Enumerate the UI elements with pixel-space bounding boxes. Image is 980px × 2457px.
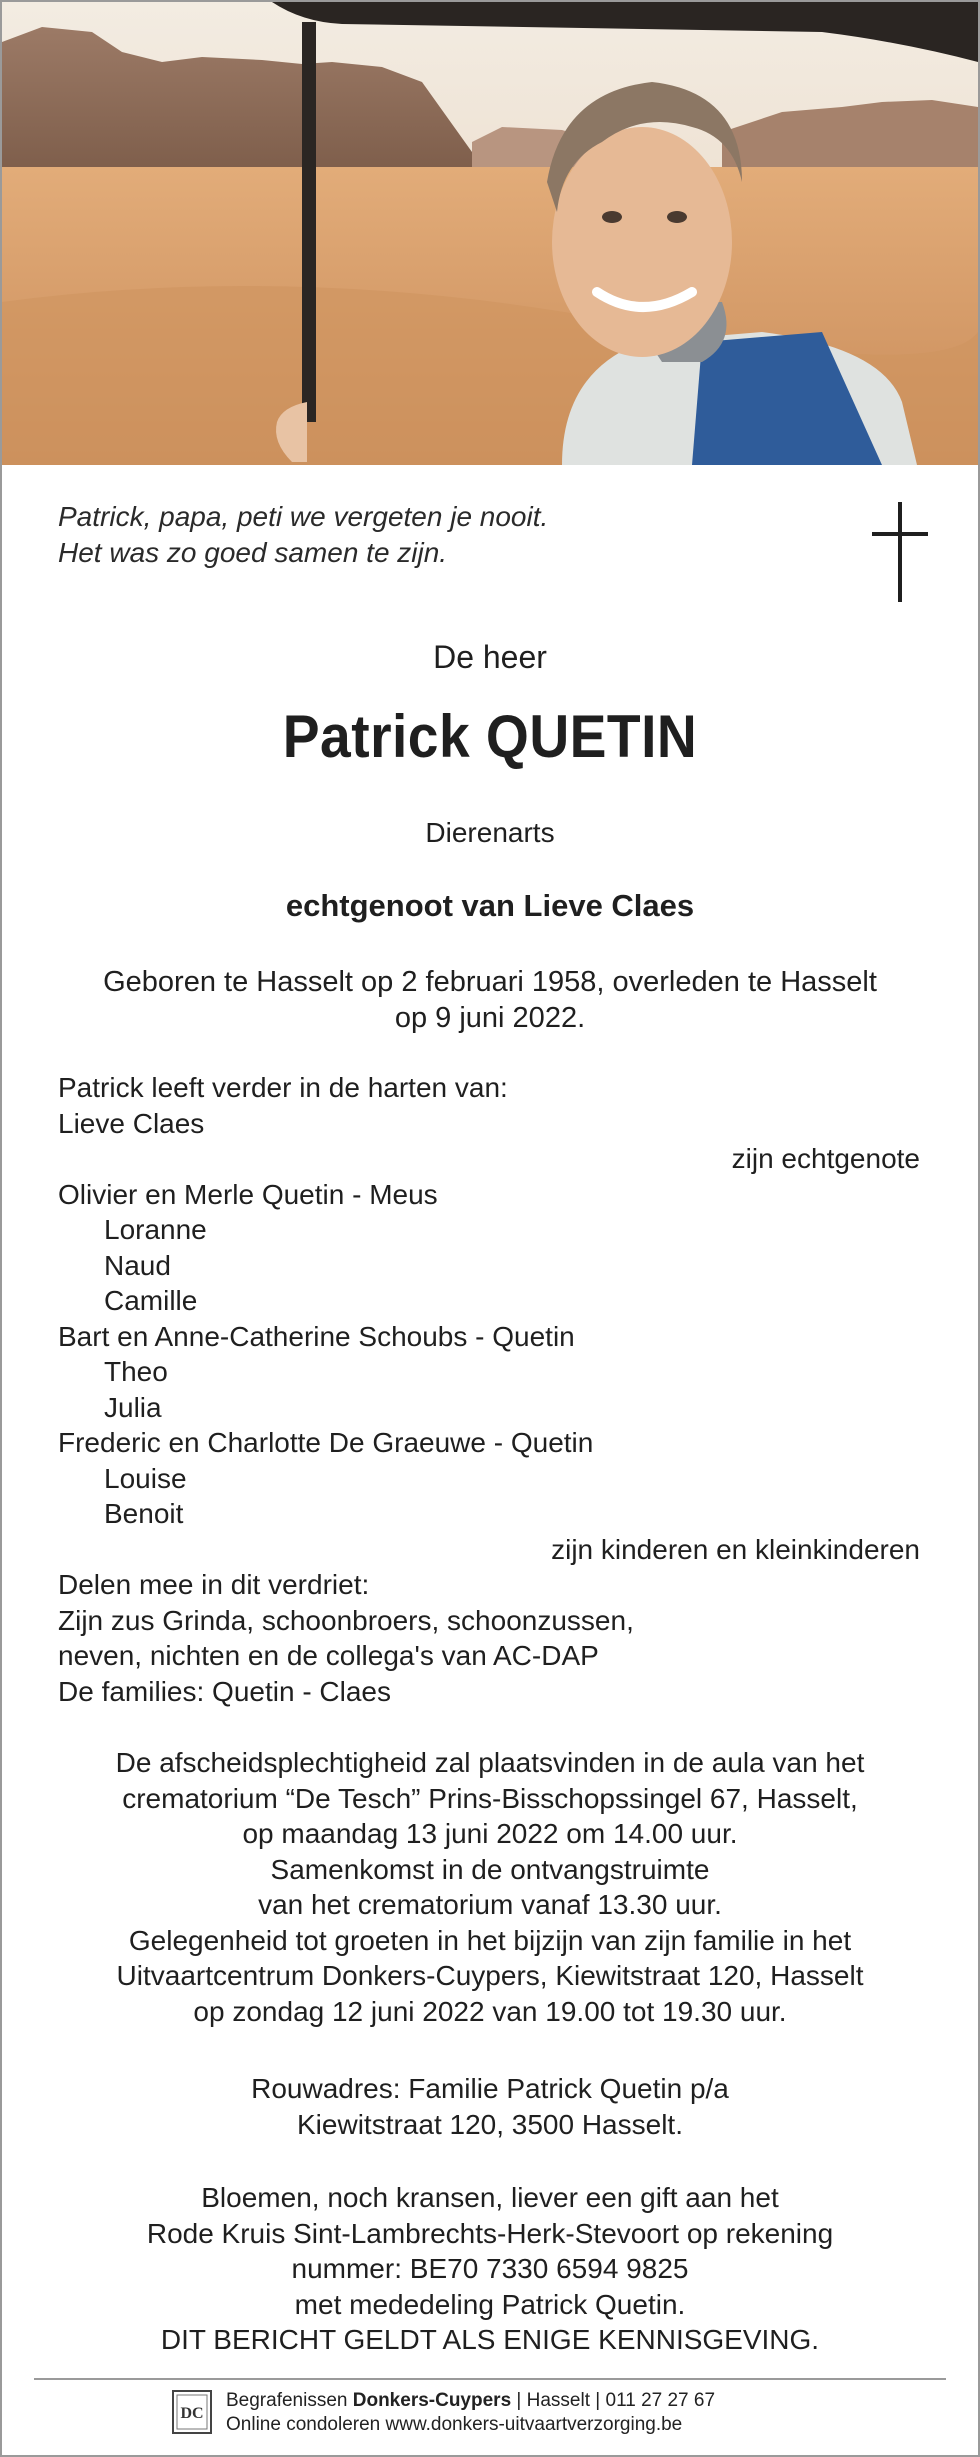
birth-death-info <box>2 964 978 1036</box>
deceased-name: Patrick QUETIN <box>282 703 698 770</box>
grandchild: Julia <box>104 1391 162 1423</box>
svg-text:DC: DC <box>180 2405 204 2422</box>
flowers-line: Bloemen, noch kransen, liever een gift aan het <box>201 2182 779 2213</box>
share-line: Zijn zus Grinda, schoonbroers, schoonzussen, <box>58 1604 634 1636</box>
service-line: Samenkomst in de ontvangstruimte <box>270 1853 710 1885</box>
address-line-1: Rouwadres: Familie Patrick Quetin p/a <box>251 2073 729 2104</box>
footer-divider <box>34 2378 946 2380</box>
child-couple: Olivier en Merle Quetin - Meus <box>58 1178 438 1210</box>
service-line: De afscheidsplechtigheid zal plaatsvinden in de aula van het <box>115 1747 865 1778</box>
service-line: Uitvaartcentrum Donkers-Cuypers, Kiewitstraat 120, Hasselt <box>116 1960 864 1991</box>
title-prefix: De heer <box>433 639 547 675</box>
service-line: op maandag 13 juni 2022 om 14.00 uur. <box>242 1818 738 1849</box>
mourning-address <box>2 2071 978 2142</box>
footer-sep: | <box>516 2390 522 2411</box>
footer-online-line: Online condoleren www.donkers-uitvaartverzorging.be <box>226 2414 683 2435</box>
child-couple: Frederic en Charlotte De Graeuwe - Quetin <box>58 1427 594 1458</box>
birth-line-1: Geboren te Hasselt op 2 februari 1958, overleden te Hasselt <box>103 966 877 998</box>
share-intro: Delen mee in dit verdriet: <box>58 1569 370 1600</box>
grandchild: Louise <box>104 1462 187 1494</box>
portrait-photo <box>2 2 978 465</box>
family-intro: Patrick leeft verder in de harten van: <box>58 1072 508 1103</box>
share-line: neven, nichten en de collega's van AC-DAP <box>58 1640 599 1671</box>
flowers-line: Rode Kruis Sint-Lambrechts-Herk-Stevoort op rekening <box>146 2217 834 2249</box>
footer-prefix: Begrafenissen <box>226 2390 348 2411</box>
service-line: Gelegenheid tot groeten in het bijzijn van zijn familie in het <box>128 1924 852 1956</box>
footer-city: Hasselt <box>526 2390 590 2411</box>
flowers-line: met mededeling Patrick Quetin. <box>294 2288 686 2320</box>
grandchild: Camille <box>104 1285 198 1316</box>
grandchild: Naud <box>104 1249 171 1281</box>
flowers-line: DIT BERICHT GELDT ALS ENIGE KENNISGEVING. <box>160 2324 820 2355</box>
child-couple: Bart en Anne-Catherine Schoubs - Quetin <box>58 1320 575 1352</box>
motto-line-1: Patrick, papa, peti we vergeten je nooit. <box>58 501 549 532</box>
spouse-role: zijn echtgenote <box>731 1143 920 1174</box>
footer-phone: 011 27 27 67 <box>605 2390 716 2411</box>
flowers-line: nummer: BE70 7330 6594 9825 <box>291 2253 689 2284</box>
service-info <box>2 1745 978 2029</box>
service-line: van het crematorium vanaf 13.30 uur. <box>258 1889 722 1920</box>
funeral-home-logo <box>172 2390 212 2434</box>
spouse-line: echtgenoot van Lieve Claes <box>285 888 695 923</box>
footer-company-line <box>226 2389 715 2413</box>
grandchild: Theo <box>104 1356 168 1387</box>
footer <box>172 2386 872 2440</box>
birth-line-2: op 9 juni 2022. <box>394 1002 586 1034</box>
motto-line-2: Het was zo goed samen te zijn. <box>58 537 448 568</box>
service-line: crematorium “De Tesch” Prins-Bisschopssingel 67, Hasselt, <box>122 1782 858 1814</box>
footer-sep: | <box>595 2390 601 2411</box>
spouse-name: Lieve Claes <box>58 1107 205 1139</box>
profession: Dierenarts <box>425 817 555 848</box>
flowers-notice <box>2 2180 978 2358</box>
share-line: De families: Quetin - Claes <box>58 1675 392 1707</box>
footer-company: Donkers-Cuypers <box>352 2390 512 2411</box>
cross-icon <box>870 502 930 602</box>
service-line: op zondag 12 juni 2022 van 19.00 tot 19.30 uur. <box>193 1995 787 2027</box>
family-list <box>58 1070 920 1709</box>
address-line-2: Kiewitstraat 120, 3500 Hasselt. <box>297 2108 683 2140</box>
children-role: zijn kinderen en kleinkinderen <box>551 1533 920 1565</box>
grandchild: Benoit <box>104 1498 184 1529</box>
motto <box>58 499 548 571</box>
grandchild: Loranne <box>104 1214 207 1245</box>
